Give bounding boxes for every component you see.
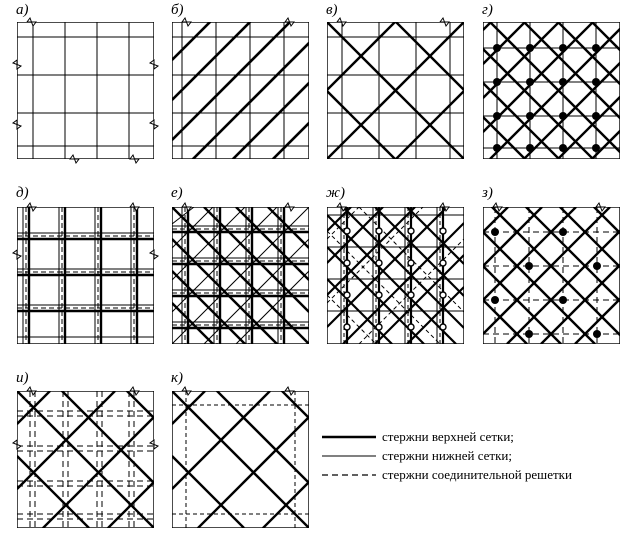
legend-item-upper: [322, 429, 514, 445]
legend-item-lower: [322, 448, 512, 464]
legend-swatch-dashed: [322, 470, 376, 480]
panel-i-diagram: [17, 380, 154, 537]
panel-label-d: д): [16, 185, 29, 201]
panel-label-e: е): [171, 185, 183, 201]
legend-text-lower: стержни нижней сетки;: [382, 448, 512, 463]
panel-zh-diagram: [327, 207, 464, 344]
panel-k-diagram: [172, 380, 309, 537]
panel-b-diagram: [172, 20, 312, 162]
panel-v-diagram: [327, 22, 464, 159]
panel-label-v: в): [326, 2, 338, 18]
panel-a-diagram: [17, 22, 154, 159]
panel-label-a: а): [16, 2, 29, 18]
panel-d-diagram: [17, 207, 154, 344]
panel-g-diagram: [483, 15, 627, 159]
legend-swatch-thick: [322, 432, 376, 442]
legend-text-connecting: стержни соединительной решетки: [382, 467, 572, 482]
panel-z-diagram: [483, 198, 627, 344]
panel-label-z: з): [482, 185, 493, 201]
panel-label-zh: ж): [326, 185, 345, 201]
panel-label-k: к): [171, 370, 184, 386]
panel-label-b: б): [171, 2, 184, 18]
panel-e-diagram: [172, 207, 309, 344]
panel-label-g: г): [482, 2, 493, 18]
legend-text-upper: стержни верхней сетки;: [382, 429, 514, 444]
panel-label-i: и): [16, 370, 29, 386]
legend-swatch-thin: [322, 451, 376, 461]
legend-item-connecting: [322, 467, 572, 483]
